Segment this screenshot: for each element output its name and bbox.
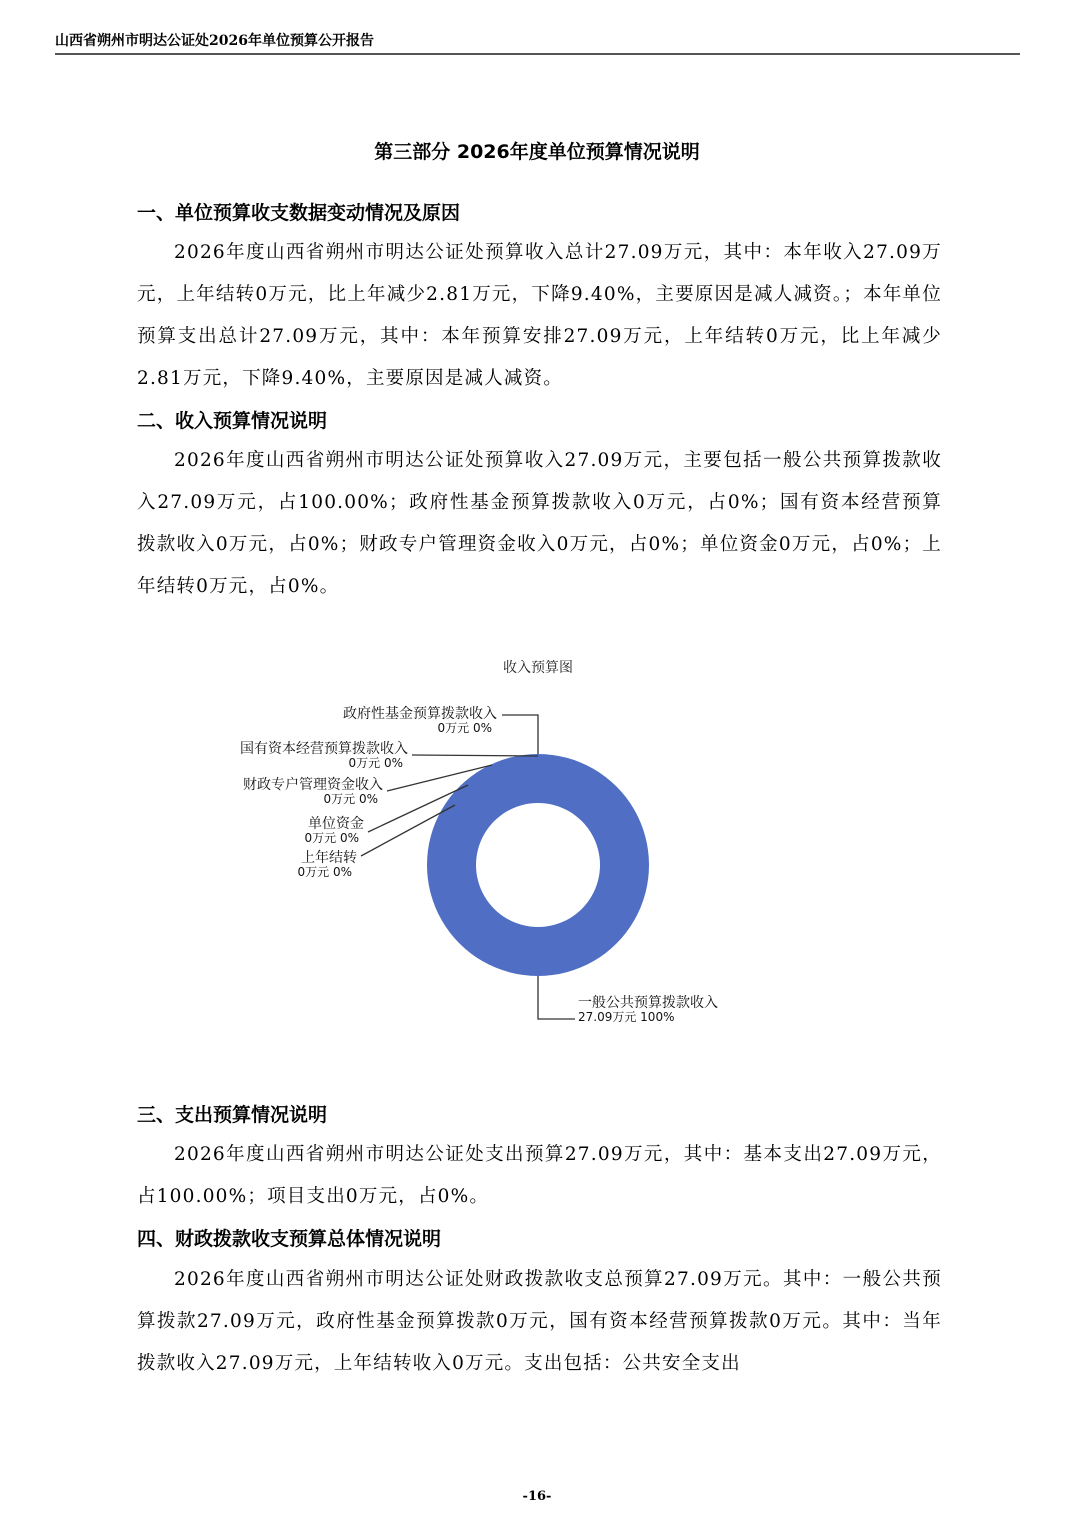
slice-label-value: 0万元 0% bbox=[304, 831, 359, 845]
section-heading-1: 一、单位预算收支数据变动情况及原因 bbox=[137, 202, 461, 224]
chart-title: 收入预算图 bbox=[503, 660, 573, 676]
leader-line bbox=[538, 976, 575, 1019]
slice-label-name: 一般公共预算拨款收入 bbox=[578, 995, 718, 1011]
section-paragraph-2: 2026年度山西省朔州市明达公证处预算收入27.09万元，主要包括一般公共预算拨款收入27.09万元，占100.00%；政府性基金预算拨款收入0万元，占0%；国有资本经营预算拨款收入0万元，占0%；财政专户管理资金收入0万元，占0%；单位资金0万元，占0%；上年结转0万元，占0%。 bbox=[137, 450, 942, 597]
slice-label-name: 单位资金 bbox=[308, 816, 364, 832]
leader-line bbox=[412, 755, 538, 756]
slice-label-name: 国有资本经营预算拨款收入 bbox=[240, 741, 408, 757]
donut-slice bbox=[427, 754, 649, 976]
section-heading-4: 四、财政拨款收支预算总体情况说明 bbox=[137, 1228, 442, 1250]
header-rule bbox=[55, 53, 1020, 55]
running-header: 山西省朔州市明达公证处2026年单位预算公开报告 bbox=[55, 33, 374, 49]
slice-label-value: 0万元 0% bbox=[323, 792, 378, 806]
slice-label-value: 0万元 0% bbox=[297, 865, 352, 879]
slice-label-value: 27.09万元 100% bbox=[578, 1010, 675, 1024]
section-heading-2: 二、收入预算情况说明 bbox=[137, 410, 328, 432]
slice-label-name: 政府性基金预算拨款收入 bbox=[343, 706, 497, 722]
slice-label-name: 上年结转 bbox=[301, 850, 357, 866]
slice-label-value: 0万元 0% bbox=[437, 721, 492, 735]
section-paragraph-1: 2026年度山西省朔州市明达公证处预算收入总计27.09万元，其中：本年收入27.09万元，上年结转0万元，比上年减少2.81万元，下降9.40%，主要原因是减人减资。；本年单位预算支出总计27.09万元，其中：本年预算安排27.09万元，上年结转0万元，比上年减少2.81万元，下降9.40%，主要原因是减人减资。 bbox=[137, 242, 942, 389]
section-paragraph-3: 2026年度山西省朔州市明达公证处支出预算27.09万元，其中：基本支出27.09万元，占100.00%；项目支出0万元，占0%。 bbox=[137, 1144, 942, 1207]
page-title: 第三部分 2026年度单位预算情况说明 bbox=[374, 141, 700, 163]
slice-label-name: 财政专户管理资金收入 bbox=[243, 777, 383, 793]
section-heading-3: 三、支出预算情况说明 bbox=[137, 1104, 328, 1126]
section-paragraph-4: 2026年度山西省朔州市明达公证处财政拨款收支总预算27.09万元。其中：一般公共预算拨款27.09万元，政府性基金预算拨款0万元，国有资本经营预算拨款0万元。其中：当年拨款收入27.09万元，上年结转收入0万元。支出包括：公共安全支出 bbox=[137, 1269, 942, 1374]
leader-line bbox=[502, 715, 538, 754]
slice-label-value: 0万元 0% bbox=[348, 756, 403, 770]
page-number: -16- bbox=[522, 1489, 552, 1504]
income-budget-donut-chart bbox=[190, 650, 790, 1040]
